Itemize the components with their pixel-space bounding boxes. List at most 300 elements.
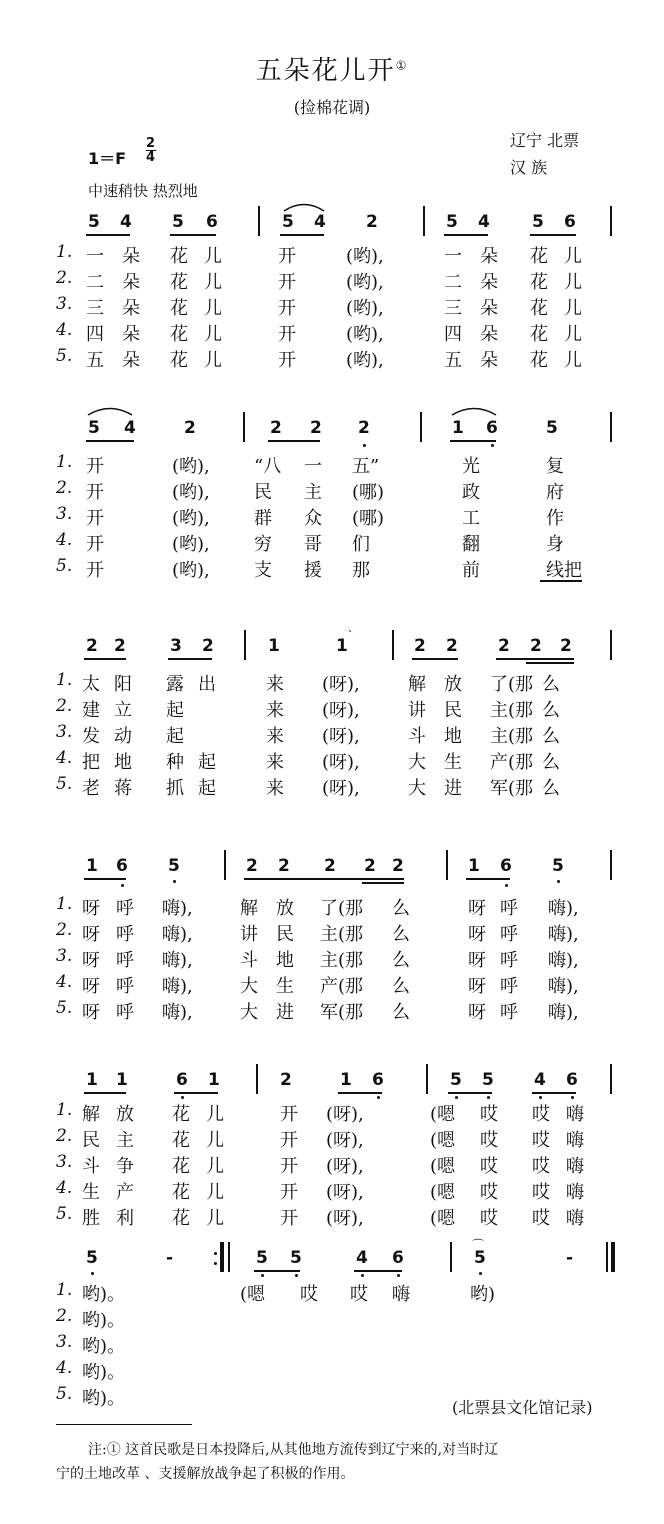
lyric-syllable: 开 [280, 1208, 298, 1229]
beam [532, 1092, 576, 1094]
note: 4 [120, 212, 132, 232]
slur [450, 404, 498, 416]
lyric-syllable: 五 [444, 350, 462, 371]
lyric-syllable: 呼 [116, 1002, 134, 1023]
beam [496, 658, 574, 660]
lyric-syllable: 生 [444, 752, 462, 773]
lyric-syllable: 大 [240, 976, 258, 997]
lyric-syllable: 开 [86, 508, 104, 529]
lyric-syllable: 地 [276, 950, 294, 971]
footnote-line-2: 宁的土地改革 、支援解放战争起了积极的作用。 [56, 1466, 355, 1482]
note: 6 [206, 212, 218, 232]
lyric-syllable: (哪) [352, 482, 385, 503]
lyric-syllable: 哎 [532, 1104, 550, 1125]
lyric-syllable: 花 [172, 1104, 190, 1125]
low-octave-dot [377, 1096, 380, 1099]
note: 4 [534, 1070, 546, 1090]
note: 1 [268, 636, 280, 656]
note: 5 [172, 212, 184, 232]
barline [610, 412, 612, 442]
lyric-syllable: 出 [198, 674, 216, 695]
barline [392, 630, 394, 660]
barline [243, 412, 245, 442]
lyric-syllable: 哟)。 [82, 1310, 126, 1331]
note: 2 [310, 418, 322, 438]
beam [448, 1092, 492, 1094]
barline [256, 1064, 258, 1094]
lyric-syllable: 儿 [564, 350, 582, 371]
lyric-syllable: 四 [86, 324, 104, 345]
lyric-syllable: 朵 [122, 350, 140, 371]
lyric-syllable: 花 [170, 350, 188, 371]
lyric-syllable: 呼 [116, 950, 134, 971]
lyric-syllable: 哎 [480, 1130, 498, 1151]
lyric-syllable: 么 [542, 778, 560, 799]
lyric-syllable: 呼 [500, 950, 518, 971]
lyric-syllable: 放 [444, 674, 462, 695]
lyric-syllable: 呀 [82, 976, 100, 997]
lyric-syllable: 生 [276, 976, 294, 997]
lyric-syllable: 争 [116, 1156, 134, 1177]
verse-number: 3. [56, 504, 73, 524]
barline [224, 850, 226, 880]
lyric-syllable: 前 [462, 560, 480, 581]
beam [84, 658, 126, 660]
lyric-syllable: 呀 [468, 1002, 486, 1023]
lyric-syllable: 政 [462, 482, 480, 503]
lyric-syllable: 朵 [480, 324, 498, 345]
footnote-mark: ① [395, 58, 409, 73]
low-octave-dot [557, 880, 560, 883]
lyric-syllable: “八 [254, 456, 282, 477]
lyric-syllable: 解 [240, 898, 258, 919]
lyric-syllable: 呼 [116, 898, 134, 919]
verse-number: 4. [56, 1358, 73, 1378]
lyric-syllable: 五” [352, 456, 380, 477]
lyric-syllable: 么 [392, 1002, 410, 1023]
lyric-syllable: 一 [304, 456, 322, 477]
lyric-syllable: 呀 [82, 898, 100, 919]
low-octave-dot [487, 1096, 490, 1099]
song-subtitle: (捡棉花调) [293, 98, 371, 117]
lyric-syllable: 儿 [564, 324, 582, 345]
lyric-syllable: 呀 [468, 898, 486, 919]
lyric-syllable: 哟)。 [82, 1388, 126, 1409]
lyric-syllable: 抓 [166, 778, 184, 799]
verse-number: 3. [56, 1152, 73, 1172]
lyric-syllable: 发 [82, 726, 100, 747]
lyric-syllable: 阳 [114, 674, 132, 695]
lyric-syllable: 开 [278, 246, 296, 267]
lyric-syllable: 支 [254, 560, 272, 581]
lyric-syllable: 斗 [82, 1156, 100, 1177]
lyric-syllable: 建 [82, 700, 100, 721]
lyric-syllable: 儿 [206, 1156, 224, 1177]
verse-number: 1. [56, 242, 73, 262]
lyric-syllable: (嗯 [430, 1104, 456, 1125]
footnote-divider [56, 1424, 192, 1425]
lyric-syllable: 军(那 [320, 1002, 364, 1023]
lyric-syllable: 太 [82, 674, 100, 695]
note: 2 [280, 1070, 292, 1090]
song-title: 五朵花儿开① [255, 56, 409, 86]
lyric-syllable: (哟), [346, 272, 384, 293]
note: 5 [552, 856, 564, 876]
lyric-syllable: 民 [82, 1130, 100, 1151]
lyric-syllable: (呀), [326, 1130, 364, 1151]
lyric-syllable: 开 [86, 534, 104, 555]
low-octave-dot [539, 1096, 542, 1099]
lyric-syllable: 们 [352, 534, 370, 555]
lyric-syllable: 了(那 [490, 674, 534, 695]
note: 6 [116, 856, 128, 876]
verse-number: 2. [56, 478, 73, 498]
note: 5 [256, 1248, 268, 1268]
lyric-syllable: 哎 [480, 1182, 498, 1203]
lyric-syllable: 嗨), [162, 924, 193, 945]
barline [610, 1064, 612, 1094]
lyric-syllable: 开 [278, 272, 296, 293]
accent-mark: ` [348, 630, 353, 641]
lyric-syllable: 主(那 [320, 950, 364, 971]
verse-number: 1. [56, 1280, 73, 1300]
low-octave-dot [479, 1272, 482, 1275]
note: 2 [270, 418, 282, 438]
lyric-syllable: (呀), [322, 700, 360, 721]
lyric-syllable: 哎 [480, 1156, 498, 1177]
note: 4 [478, 212, 490, 232]
lyric-syllable: 嗨), [162, 898, 193, 919]
barline [610, 206, 612, 236]
lyric-syllable: 产 [116, 1182, 134, 1203]
note: 5 [282, 212, 294, 232]
lyric-syllable: 儿 [204, 272, 222, 293]
low-octave-dot [397, 1274, 400, 1277]
note: 2 [278, 856, 290, 876]
verse-number: 1. [56, 670, 73, 690]
lyric-syllable: (哟), [172, 482, 210, 503]
barline [446, 850, 448, 880]
note: 5 [474, 1248, 486, 1268]
note: 4 [124, 418, 136, 438]
lyric-syllable: (哟), [172, 560, 210, 581]
lyric-syllable: 解 [82, 1104, 100, 1125]
note: 2 [414, 636, 426, 656]
barline [426, 1064, 428, 1094]
lyric-syllable: 么 [542, 726, 560, 747]
note: 2 [446, 636, 458, 656]
lyric-syllable: 开 [278, 298, 296, 319]
footnote-line-1: 注:① 这首民歌是日本投降后,从其他地方流传到辽宁来的,对当时辽 [88, 1442, 499, 1458]
lyric-syllable: 三 [86, 298, 104, 319]
lyric-syllable: 花 [530, 324, 548, 345]
low-octave-dot [261, 1274, 264, 1277]
lyric-syllable: 开 [280, 1130, 298, 1151]
repeat-dot [214, 1252, 217, 1255]
final-barline [611, 1242, 615, 1272]
refrain-syllable: (嗯 [240, 1284, 266, 1305]
note: 5 [450, 1070, 462, 1090]
lyric-syllable: 大 [240, 1002, 258, 1023]
lyric-syllable: 开 [86, 482, 104, 503]
lyric-syllable: 呼 [116, 976, 134, 997]
barline [423, 206, 425, 236]
refrain-syllable: 哟) [470, 1284, 496, 1305]
repeat-barline [228, 1242, 230, 1272]
low-octave-dot [295, 1274, 298, 1277]
lyric-syllable: 花 [172, 1130, 190, 1151]
origin-ethnicity: 汉 族 [510, 158, 548, 177]
beam [268, 440, 320, 442]
note: 1 [86, 1070, 98, 1090]
lyric-syllable: 哟)。 [82, 1284, 126, 1305]
lyric-syllable: 主 [304, 482, 322, 503]
note: 5 [86, 1248, 98, 1268]
beam [86, 440, 134, 442]
lyric-syllable: 嗨 [566, 1104, 584, 1125]
lyric-syllable: 花 [170, 272, 188, 293]
lyric-syllable: 呼 [116, 924, 134, 945]
dash: - [566, 1248, 574, 1268]
low-octave-dot [91, 1272, 94, 1275]
note: 1 [208, 1070, 220, 1090]
refrain-syllable: 嗨 [392, 1284, 410, 1305]
lyric-syllable: 哎 [532, 1182, 550, 1203]
note: 1 [340, 1070, 352, 1090]
verse-number: 5. [56, 346, 73, 366]
low-octave-dot [505, 884, 508, 887]
lyric-syllable: (哟), [172, 456, 210, 477]
lyric-syllable: (呀), [326, 1104, 364, 1125]
lyric-syllable: 么 [542, 674, 560, 695]
lyric-syllable: 把 [82, 752, 100, 773]
low-octave-dot [571, 1096, 574, 1099]
tempo-marking: 中速稍快 热烈地 [88, 182, 198, 200]
note: 1 [468, 856, 480, 876]
lyric-syllable: (哟), [346, 298, 384, 319]
lyric-syllable: (哪) [352, 508, 385, 529]
lyric-syllable: 呀 [468, 924, 486, 945]
beam [412, 658, 458, 660]
lyric-syllable: 斗 [408, 726, 426, 747]
lyric-syllable: 进 [444, 778, 462, 799]
verse-number: 2. [56, 1306, 73, 1326]
beam [450, 440, 496, 442]
lyric-syllable: 嗨), [548, 1002, 579, 1023]
lyric-syllable: 嗨), [548, 924, 579, 945]
verse-number: 5. [56, 1204, 73, 1224]
lyric-syllable: (哟), [346, 350, 384, 371]
lyric-syllable: 来 [266, 700, 284, 721]
lyric-syllable: 呀 [468, 976, 486, 997]
lyric-syllable: (哟), [172, 508, 210, 529]
beam [174, 1092, 218, 1094]
lyric-syllable: 儿 [564, 246, 582, 267]
lyric-syllable: 么 [542, 700, 560, 721]
note: 1 [116, 1070, 128, 1090]
lyric-syllable: 哎 [480, 1208, 498, 1229]
lyric-syllable: 儿 [206, 1104, 224, 1125]
note: 2 [392, 856, 404, 876]
note: 1 [336, 636, 348, 656]
lyric-syllable: 种 [166, 752, 184, 773]
lyric-syllable: 哎 [532, 1208, 550, 1229]
lyric-syllable: 朵 [122, 272, 140, 293]
lyric-syllable: 穷 [254, 534, 272, 555]
lyric-syllable: 儿 [206, 1182, 224, 1203]
verse-number: 1. [56, 1100, 73, 1120]
lyric-syllable: 主(那 [490, 700, 534, 721]
verse-number: 2. [56, 696, 73, 716]
lyric-syllable: 五 [86, 350, 104, 371]
lyric-syllable: 援 [304, 560, 322, 581]
lyric-syllable: 儿 [204, 350, 222, 371]
lyric-syllable: (嗯 [430, 1208, 456, 1229]
lyric-syllable: 二 [444, 272, 462, 293]
lyric-syllable: 嗨), [162, 1002, 193, 1023]
note: 2 [364, 856, 376, 876]
lyric-syllable: 起 [166, 700, 184, 721]
lyric-syllable: 哎 [480, 1104, 498, 1125]
verse-number: 3. [56, 722, 73, 742]
lyric-syllable: 三 [444, 298, 462, 319]
note: 2 [530, 636, 542, 656]
lyric-syllable: 大 [408, 752, 426, 773]
lyric-syllable: 翻 [462, 534, 480, 555]
lyric-syllable: 开 [278, 324, 296, 345]
note: 5 [88, 418, 100, 438]
lyric-syllable: 嗨 [566, 1182, 584, 1203]
lyric-syllable: 儿 [564, 272, 582, 293]
lyric-syllable: 哥 [304, 534, 322, 555]
barline [610, 630, 612, 660]
low-octave-dot [491, 444, 494, 447]
lyric-syllable: (嗯 [430, 1130, 456, 1151]
lyric-syllable: 产(那 [490, 752, 534, 773]
repeat-barline [220, 1242, 224, 1272]
note: 5 [88, 212, 100, 232]
lyric-syllable: 朵 [122, 298, 140, 319]
lyric-syllable: 动 [114, 726, 132, 747]
lyric-syllable: 开 [86, 560, 104, 581]
lyric-syllable: 作 [546, 508, 564, 529]
lyric-syllable: 花 [172, 1182, 190, 1203]
lyric-syllable: 斗 [240, 950, 258, 971]
lyric-syllable: 花 [530, 272, 548, 293]
lyric-syllable: 主(那 [490, 726, 534, 747]
final-barline [606, 1242, 608, 1272]
lyric-syllable: 进 [276, 1002, 294, 1023]
lyric-syllable: 呼 [500, 924, 518, 945]
note: 5 [168, 856, 180, 876]
lyric-syllable: 么 [392, 924, 410, 945]
note: 2 [86, 636, 98, 656]
lyric-syllable: 么 [392, 950, 410, 971]
verse-number: 4. [56, 972, 73, 992]
verse-number: 4. [56, 748, 73, 768]
time-signature: 2 4 [146, 136, 156, 165]
lyric-syllable: 么 [392, 898, 410, 919]
lyric-syllable: 那 [352, 560, 370, 581]
note: 2 [184, 418, 196, 438]
lyric-syllable: 儿 [206, 1130, 224, 1151]
lyric-syllable: 开 [278, 350, 296, 371]
verse-number: 2. [56, 1126, 73, 1146]
barline [420, 412, 422, 442]
barline [610, 850, 612, 880]
lyric-syllable: 嗨), [548, 976, 579, 997]
lyric-syllable: 花 [530, 350, 548, 371]
lyric-syllable: 主(那 [320, 924, 364, 945]
beam [86, 234, 130, 236]
note: 5 [532, 212, 544, 232]
lyric-syllable: (呀), [326, 1208, 364, 1229]
note: 6 [176, 1070, 188, 1090]
lyric-syllable: 儿 [204, 298, 222, 319]
lyric-syllable: 众 [304, 508, 322, 529]
beam [530, 234, 576, 236]
lyric-syllable: 起 [198, 752, 216, 773]
lyric-syllable: 讲 [240, 924, 258, 945]
lyric-syllable: 生 [82, 1182, 100, 1203]
lyric-syllable: 花 [172, 1156, 190, 1177]
lyric-syllable: 身 [546, 534, 564, 555]
lyric-syllable: 地 [114, 752, 132, 773]
low-octave-dot [181, 1096, 184, 1099]
lyric-syllable: 军(那 [490, 778, 534, 799]
note: 6 [486, 418, 498, 438]
lyric-syllable: 讲 [408, 700, 426, 721]
beam [444, 234, 488, 236]
lyric-syllable: 朵 [122, 324, 140, 345]
lyric-syllable: 民 [444, 700, 462, 721]
beam [84, 1092, 126, 1094]
verse-number: 1. [56, 452, 73, 472]
lyric-syllable: 朵 [480, 272, 498, 293]
note: 3 [170, 636, 182, 656]
note: 2 [366, 212, 378, 232]
lyric-syllable: 么 [542, 752, 560, 773]
note: 2 [114, 636, 126, 656]
lyric-syllable: 了(那 [320, 898, 364, 919]
lyric-syllable: 儿 [204, 324, 222, 345]
lyric-syllable: 哟)。 [82, 1362, 126, 1383]
lyric-syllable: 呀 [468, 950, 486, 971]
lyric-syllable: 呼 [500, 898, 518, 919]
lyric-syllable: 嗨), [548, 950, 579, 971]
verse-number: 1. [56, 894, 73, 914]
note: 2 [560, 636, 572, 656]
verse-number: 5. [56, 556, 73, 576]
lyric-syllable: 一 [86, 246, 104, 267]
refrain-syllable: 哎 [350, 1284, 368, 1305]
note: 5 [290, 1248, 302, 1268]
verse-number: 5. [56, 774, 73, 794]
credit: (北票县文化馆记录) [452, 1398, 593, 1417]
beam [526, 662, 574, 664]
lyric-syllable: 复 [546, 456, 564, 477]
note: 5 [446, 212, 458, 232]
lyric-syllable: (呀), [322, 778, 360, 799]
beam [168, 658, 212, 660]
lyric-syllable: 嗨), [162, 950, 193, 971]
note: 4 [314, 212, 326, 232]
lyric-syllable: 朵 [480, 246, 498, 267]
lyric-syllable: 地 [444, 726, 462, 747]
lyric-syllable: 花 [530, 246, 548, 267]
verse-number: 3. [56, 1332, 73, 1352]
verse-number: 3. [56, 294, 73, 314]
